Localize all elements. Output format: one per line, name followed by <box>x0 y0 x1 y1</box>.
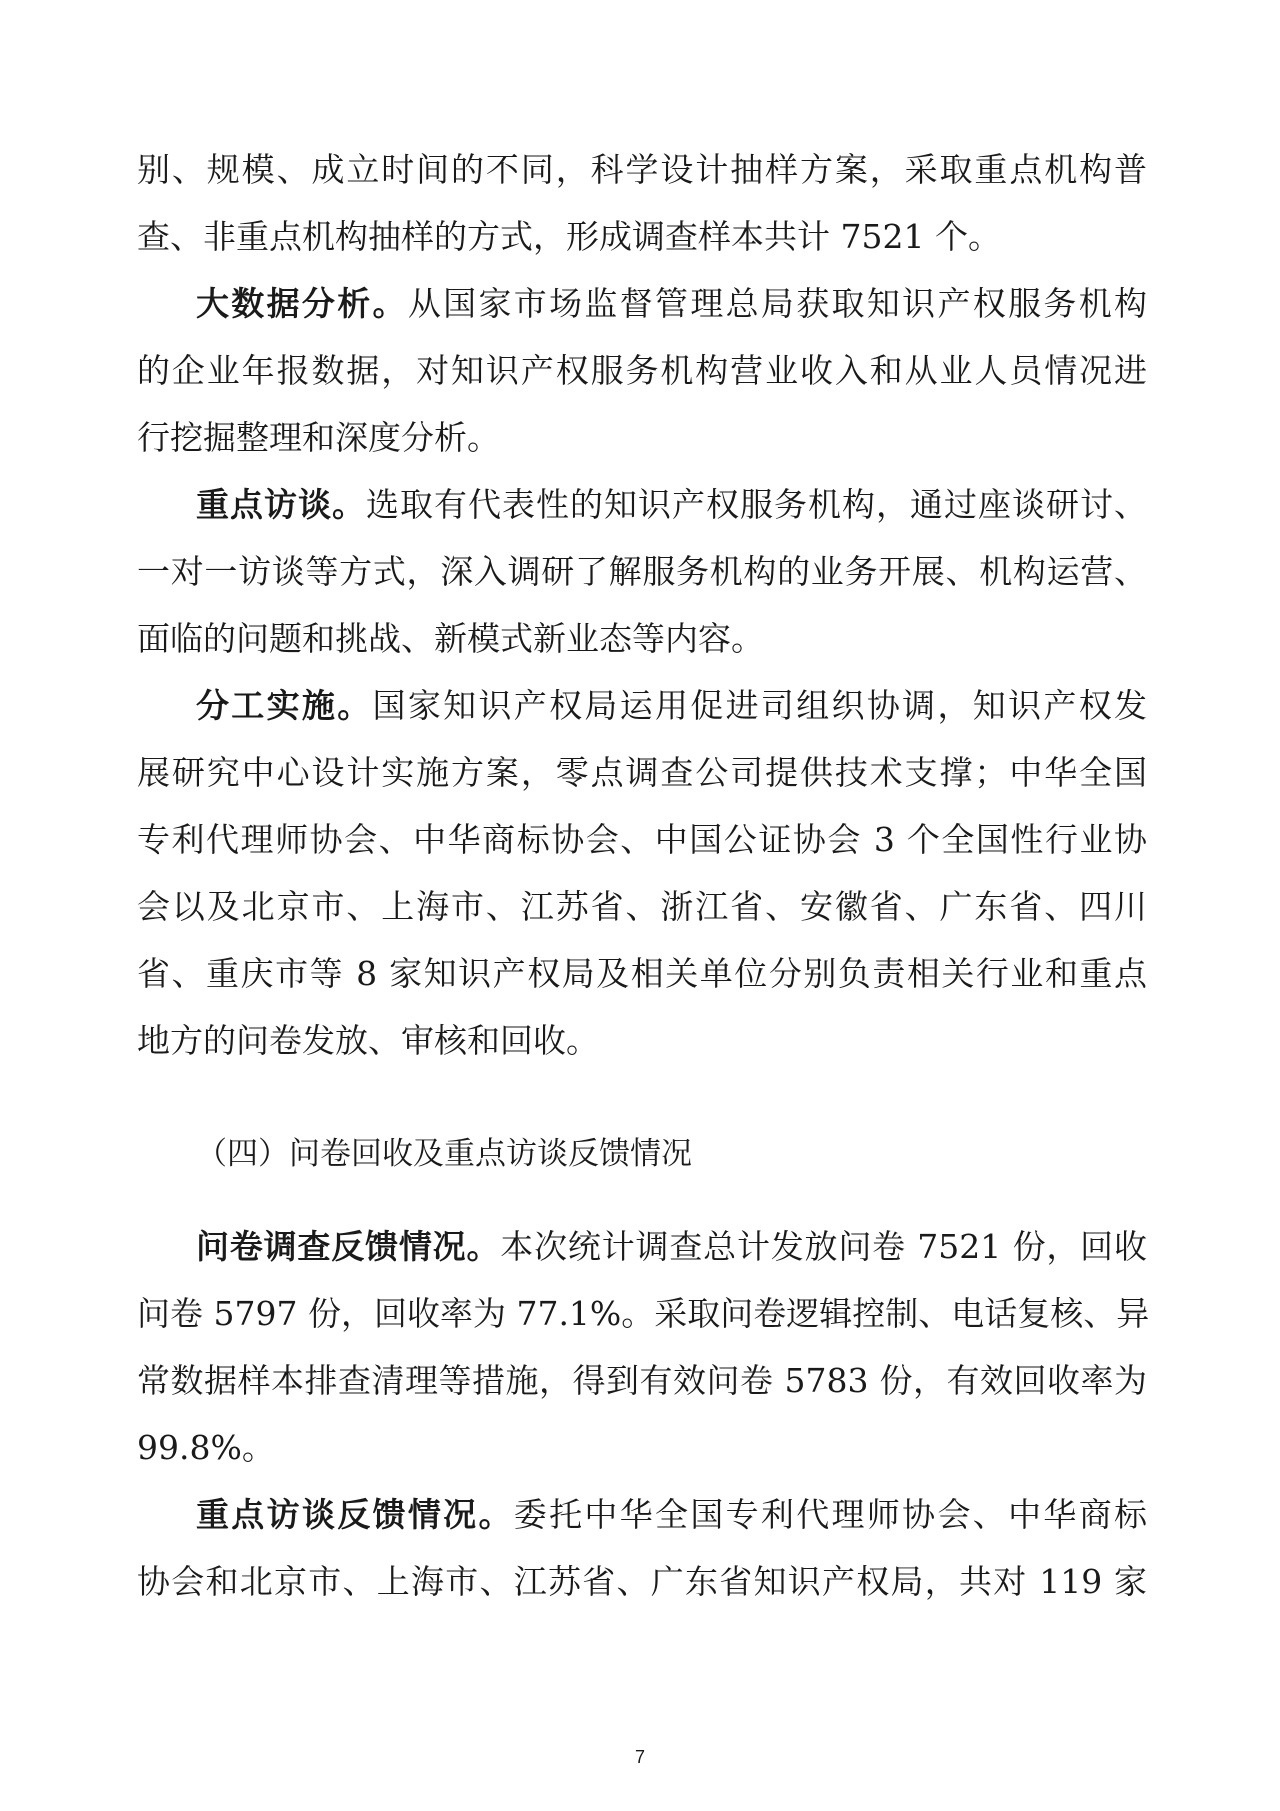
body-text-line: 展研究中心设计实施方案，零点调查公司提供技术支撑；中华全国 <box>137 753 1147 792</box>
body-text-line: 查、非重点机构抽样的方式，形成调查样本共计 7521 个。 <box>137 217 1001 256</box>
paragraph-lead-label: 问卷调查反馈情况。 <box>196 1227 501 1266</box>
paragraph-first-line <box>196 282 1147 326</box>
paragraph-first-line <box>196 684 1147 728</box>
body-text-line: 专利代理师协会、中华商标协会、中国公证协会 3 个全国性行业协 <box>137 820 1147 859</box>
body-text-line: 常数据样本排查清理等措施，得到有效问卷 5783 份，有效回收率为 <box>137 1361 1147 1400</box>
paragraph-lead-label: 重点访谈反馈情况。 <box>196 1495 514 1534</box>
paragraph-first-line <box>196 483 1147 527</box>
body-text: 委托中华全国专利代理师协会、中华商标 <box>513 1495 1148 1534</box>
paragraph-first-line <box>196 1225 1147 1269</box>
body-text-line: 问卷 5797 份，回收率为 77.1%。采取问卷逻辑控制、电话复核、异 <box>137 1294 1150 1333</box>
body-text-line: 99.8%。 <box>137 1428 275 1467</box>
body-text-line: 面临的问题和挑战、新模式新业态等内容。 <box>137 619 764 658</box>
body-text: 本次统计调查总计发放问卷 7521 份，回收 <box>500 1227 1147 1266</box>
paragraph-first-line <box>196 1493 1147 1537</box>
body-text-line: 地方的问卷发放、审核和回收。 <box>137 1021 599 1060</box>
paragraph-lead-label: 大数据分析。 <box>196 284 408 323</box>
body-text-line: 协会和北京市、上海市、江苏省、广东省知识产权局，共对 119 家 <box>137 1562 1147 1601</box>
paragraph-lead-label: 分工实施。 <box>196 686 373 725</box>
body-text: 国家知识产权局运用促进司组织协调，知识产权发 <box>372 686 1148 725</box>
section-heading: （四）问卷回收及重点访谈反馈情况 <box>196 1136 692 1172</box>
body-text-line: 的企业年报数据，对知识产权服务机构营业收入和从业人员情况进 <box>137 351 1147 390</box>
body-text-line: 行挖掘整理和深度分析。 <box>137 418 500 457</box>
body-text-line: 别、规模、成立时间的不同，科学设计抽样方案，采取重点机构普 <box>137 150 1147 189</box>
paragraph-lead-label: 重点访谈。 <box>196 485 366 524</box>
body-text-line: 一对一访谈等方式，深入调研了解服务机构的业务开展、机构运营、 <box>137 552 1147 591</box>
body-text-line: 会以及北京市、上海市、江苏省、浙江省、安徽省、广东省、四川 <box>137 887 1147 926</box>
page-number: 7 <box>634 1747 645 1767</box>
body-text: 选取有代表性的知识产权服务机构，通过座谈研讨、 <box>366 485 1147 524</box>
body-text-line: 省、重庆市等 8 家知识产权局及相关单位分别负责相关行业和重点 <box>137 954 1147 993</box>
body-text: 从国家市场监督管理总局获取知识产权服务机构 <box>407 284 1148 323</box>
